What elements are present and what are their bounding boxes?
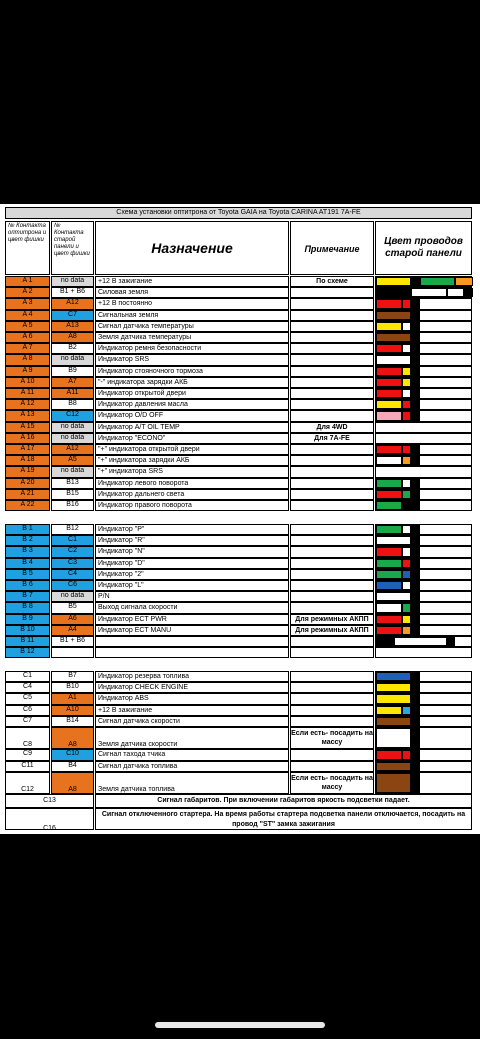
purpose-cell: Индикатор CHECK ENGINE (95, 682, 289, 693)
contact-old-cell: B1 + B6 (51, 287, 94, 298)
header-wire-colors: Цвет проводов старой панели (375, 221, 472, 275)
row-wire-swatch (411, 525, 420, 534)
row-wire-swatch (402, 322, 411, 331)
row-wire-swatch (376, 603, 402, 612)
note-cell (290, 647, 374, 658)
contact-old-cell: A8 (51, 772, 94, 794)
row-wire-swatch (411, 750, 420, 759)
note-cell (290, 749, 374, 760)
note-cell: По схеме (290, 276, 374, 287)
header-note: Примечание (290, 221, 374, 275)
note-cell (290, 682, 374, 693)
purpose-cell (95, 636, 289, 647)
contact-old-cell: B14 (51, 716, 94, 727)
contact-old-cell: A10 (51, 705, 94, 716)
purpose-cell: Индикатор "L" (95, 580, 289, 591)
contact-old-cell: B1 + B6 (51, 636, 94, 647)
row-wire-swatch (376, 344, 402, 353)
note-cell (290, 298, 374, 309)
row-wire-swatch (402, 603, 411, 612)
note-cell (290, 388, 374, 399)
note-cell: Для 7A-FE (290, 433, 374, 444)
row-wire-swatch (447, 637, 456, 646)
note-cell (290, 332, 374, 343)
note-cell (290, 580, 374, 591)
purpose-cell: Силовая земля (95, 287, 289, 298)
row-wire-swatch (394, 637, 447, 646)
contact-old-cell: A5 (51, 455, 94, 466)
contact-new-cell: A 13 (5, 410, 50, 421)
note-cell (290, 455, 374, 466)
note-cell (290, 343, 374, 354)
row-wire-swatch (376, 750, 402, 759)
row-wire-swatch (411, 355, 420, 364)
row-wire-swatch (376, 728, 411, 748)
row-wire-swatch (402, 706, 411, 715)
purpose-cell: Индикатор правого поворота (95, 500, 289, 511)
row-wire-swatch (402, 581, 411, 590)
row-wire-swatch (376, 322, 402, 331)
row-wire-swatch (376, 277, 411, 286)
purpose-cell: Земля датчика скорости (95, 727, 289, 749)
row-wire-swatch (402, 456, 411, 465)
row-wire-swatch (376, 479, 402, 488)
note-cell (290, 444, 374, 455)
purpose-cell: +12 В зажигание (95, 276, 289, 287)
row-wire-swatch (411, 672, 420, 681)
row-wire-swatch (411, 694, 420, 703)
contact-old-cell: B13 (51, 478, 94, 489)
note-cell (290, 310, 374, 321)
purpose-cell (95, 647, 289, 658)
contact-old-cell: B12 (51, 524, 94, 535)
row-wire-swatch (402, 559, 411, 568)
contact-new-cell: A 4 (5, 310, 50, 321)
row-wire-swatch (376, 592, 411, 601)
contact-old-cell: A7 (51, 377, 94, 388)
note-cell (290, 671, 374, 682)
purpose-cell: Индикатор SRS (95, 354, 289, 365)
row-wire-swatch (411, 299, 420, 308)
row-wire-swatch (402, 750, 411, 759)
contact-old-cell: C1 (51, 535, 94, 546)
row-wire-swatch (411, 536, 420, 545)
purpose-cell: Индикатор "P" (95, 524, 289, 535)
contact-new-cell: A 17 (5, 444, 50, 455)
contact-new-cell: C6 (5, 705, 50, 716)
purpose-cell: Индикатор ECT MANU (95, 625, 289, 636)
contact-new-cell: A 10 (5, 377, 50, 388)
table-title: Схема установки оптитрона от Toyota GAIA на Toyota CARINA AT191 7A-FE (5, 207, 472, 219)
contact-old-cell: A4 (51, 625, 94, 636)
purpose-cell: Сигнал датчика топлива (95, 761, 289, 772)
wire-color-cell (375, 422, 472, 433)
row-wire-swatch (402, 615, 411, 624)
contact-new-cell: B 1 (5, 524, 50, 535)
row-wire-swatch (402, 411, 411, 420)
wire-color-cell (375, 433, 472, 444)
contact-old-cell: B15 (51, 489, 94, 500)
contact-old-cell: A12 (51, 444, 94, 455)
row-wire-swatch (376, 536, 411, 545)
note-cell (290, 399, 374, 410)
contact-new-cell: A 5 (5, 321, 50, 332)
contact-old-cell: C2 (51, 546, 94, 557)
row-wire-swatch (376, 706, 402, 715)
contact-old-cell: B2 (51, 343, 94, 354)
contact-new-cell: B 10 (5, 625, 50, 636)
contact-old-cell: no data (51, 276, 94, 287)
note-cell (290, 569, 374, 580)
contact-new-cell: C8 (5, 727, 50, 749)
note-cell (290, 366, 374, 377)
row-wire-swatch (402, 501, 420, 510)
contact-new-cell: C7 (5, 716, 50, 727)
row-wire-swatch (411, 277, 420, 286)
purpose-cell: Индикатор резерва топлива (95, 671, 289, 682)
note-cell (290, 466, 374, 477)
row-wire-swatch (376, 570, 402, 579)
row-wire-swatch (411, 411, 420, 420)
contact-old-cell: C12 (51, 410, 94, 421)
row-wire-swatch (376, 615, 402, 624)
row-wire-swatch (376, 288, 411, 297)
row-wire-swatch (376, 717, 411, 726)
row-wire-swatch (402, 445, 411, 454)
row-wire-swatch (376, 355, 411, 364)
row-wire-swatch (376, 400, 402, 409)
row-wire-swatch (376, 367, 402, 376)
row-wire-swatch (376, 411, 402, 420)
contact-new-cell: B 8 (5, 602, 50, 613)
contact-old-cell: B16 (51, 500, 94, 511)
wire-color-cell (375, 466, 472, 477)
contact-old-cell: A1 (51, 693, 94, 704)
contact-old-cell: A8 (51, 332, 94, 343)
note-cell: Если есть- посадить на массу (290, 772, 374, 794)
row-wire-swatch (402, 378, 411, 387)
contact-old-cell: C4 (51, 569, 94, 580)
purpose-cell: Земля датчика топлива (95, 772, 289, 794)
row-wire-swatch (411, 322, 420, 331)
note-cell (290, 705, 374, 716)
purpose-cell: Сигнал тахода тчика (95, 749, 289, 760)
contact-new-cell: A 20 (5, 478, 50, 489)
contact-new-cell: A 21 (5, 489, 50, 500)
contact-new-cell: A 18 (5, 455, 50, 466)
wiring-table-sheet (0, 204, 480, 834)
purpose-cell: "+" индикатора открытой двери (95, 444, 289, 455)
note-cell: Для режимных АКПП (290, 625, 374, 636)
contact-old-cell: A13 (51, 321, 94, 332)
contact-old-cell: no data (51, 466, 94, 477)
purpose-cell: P/N (95, 591, 289, 602)
contact-old-cell: B5 (51, 602, 94, 613)
row-wire-swatch (411, 333, 420, 342)
contact-new-cell: B 6 (5, 580, 50, 591)
row-wire-swatch (376, 501, 402, 510)
contact-new-cell: A 11 (5, 388, 50, 399)
row-wire-swatch (376, 773, 411, 793)
contact-old-cell: B10 (51, 682, 94, 693)
wire-color-cell (375, 647, 472, 658)
row-wire-swatch (402, 626, 411, 635)
contact-new-cell: A 12 (5, 399, 50, 410)
note-cell (290, 535, 374, 546)
row-wire-swatch (376, 637, 394, 646)
row-wire-swatch (411, 389, 420, 398)
row-wire-swatch (464, 288, 473, 297)
note-cell (290, 377, 374, 388)
contact-new-cell: A 8 (5, 354, 50, 365)
contact-new-cell: A 3 (5, 298, 50, 309)
note-cell: Если есть- посадить на массу (290, 727, 374, 749)
row-wire-swatch (376, 525, 402, 534)
note-cell (290, 287, 374, 298)
row-wire-swatch (376, 389, 402, 398)
row-wire-swatch (402, 344, 411, 353)
row-wire-swatch (411, 762, 420, 771)
row-wire-swatch (376, 694, 411, 703)
note-cell (290, 636, 374, 647)
row-wire-swatch (411, 706, 420, 715)
c16-description: Сигнал отключенного стартера. На время работы стартера подсветка панели отключается, посадить на провод "ST" замка зажигания (95, 808, 472, 830)
row-wire-swatch (376, 333, 411, 342)
contact-c13-cell: C13 (5, 794, 94, 808)
contact-old-cell: no data (51, 422, 94, 433)
row-wire-swatch (376, 762, 411, 771)
row-wire-swatch (402, 299, 411, 308)
row-wire-swatch (402, 479, 411, 488)
purpose-cell: Индикатор O/D OFF (95, 410, 289, 421)
contact-new-cell: C4 (5, 682, 50, 693)
row-wire-swatch (411, 479, 420, 488)
purpose-cell: Индикатор "2" (95, 569, 289, 580)
note-cell (290, 558, 374, 569)
contact-old-cell: B4 (51, 761, 94, 772)
row-wire-swatch (376, 683, 411, 692)
contact-old-cell: no data (51, 433, 94, 444)
row-wire-swatch (411, 367, 420, 376)
row-wire-swatch (411, 490, 420, 499)
row-wire-swatch (411, 626, 420, 635)
row-wire-swatch (411, 581, 420, 590)
contact-c16-cell: C16 (5, 808, 94, 830)
row-wire-swatch (376, 626, 402, 635)
purpose-cell: Индикатор ремня безопасности (95, 343, 289, 354)
purpose-cell: Индикатор A/T OIL TEMP (95, 422, 289, 433)
note-cell (290, 354, 374, 365)
contact-new-cell: B 12 (5, 647, 50, 658)
note-cell (290, 716, 374, 727)
row-wire-swatch (402, 570, 411, 579)
contact-old-cell: A12 (51, 298, 94, 309)
row-wire-swatch (402, 547, 411, 556)
row-wire-swatch (411, 400, 420, 409)
row-wire-swatch (376, 456, 402, 465)
row-wire-swatch (411, 378, 420, 387)
contact-new-cell: B 3 (5, 546, 50, 557)
purpose-cell: Выход сигнала скорости (95, 602, 289, 613)
contact-new-cell: B 11 (5, 636, 50, 647)
c13-description: Сигнал габаритов. При включении габаритов яркость подсветки падает. (95, 794, 472, 808)
row-wire-swatch (402, 490, 411, 499)
note-cell (290, 500, 374, 511)
contact-old-cell: C3 (51, 558, 94, 569)
row-wire-swatch (411, 717, 420, 726)
note-cell (290, 410, 374, 421)
row-wire-swatch (376, 378, 402, 387)
contact-new-cell: A 16 (5, 433, 50, 444)
contact-old-cell: B8 (51, 399, 94, 410)
contact-old-cell: C6 (51, 580, 94, 591)
purpose-cell: Индикатор давления масла (95, 399, 289, 410)
note-cell (290, 546, 374, 557)
contact-old-cell: no data (51, 354, 94, 365)
contact-new-cell: A 6 (5, 332, 50, 343)
row-wire-swatch (411, 683, 420, 692)
contact-new-cell: A 7 (5, 343, 50, 354)
row-wire-swatch (411, 603, 420, 612)
purpose-cell: Индикатор левого поворота (95, 478, 289, 489)
row-wire-swatch (376, 490, 402, 499)
purpose-cell: Индикатор стояночного тормоза (95, 366, 289, 377)
purpose-cell: Индикатор "N" (95, 546, 289, 557)
purpose-cell: "-" индикатора зарядки АКБ (95, 377, 289, 388)
row-wire-swatch (402, 400, 411, 409)
contact-new-cell: C1 (5, 671, 50, 682)
purpose-cell: Индикатор "D" (95, 558, 289, 569)
contact-new-cell: C5 (5, 693, 50, 704)
row-wire-swatch (411, 456, 420, 465)
contact-new-cell: B 5 (5, 569, 50, 580)
contact-old-cell: C10 (51, 749, 94, 760)
contact-new-cell: A 19 (5, 466, 50, 477)
note-cell (290, 478, 374, 489)
contact-old-cell: A8 (51, 727, 94, 749)
contact-new-cell: A 9 (5, 366, 50, 377)
contact-old-cell: C7 (51, 310, 94, 321)
contact-new-cell: C12 (5, 772, 50, 794)
purpose-cell: Сигнал датчика температуры (95, 321, 289, 332)
row-wire-swatch (411, 311, 420, 320)
purpose-cell: Индикатор ECT PWR (95, 614, 289, 625)
purpose-cell: Земля датчика температуры (95, 332, 289, 343)
contact-new-cell: C9 (5, 749, 50, 760)
row-wire-swatch (411, 288, 446, 297)
purpose-cell: +12 В зажигание (95, 705, 289, 716)
purpose-cell: Сигнал датчика скорости (95, 716, 289, 727)
purpose-cell: Индикатор открытой двери (95, 388, 289, 399)
purpose-cell: Индикатор дальнего света (95, 489, 289, 500)
note-cell (290, 591, 374, 602)
header-old-contact: № Контакта старой панели и цвет фишки (51, 221, 94, 275)
row-wire-swatch (402, 367, 411, 376)
row-wire-swatch (447, 288, 465, 297)
note-cell (290, 693, 374, 704)
row-wire-swatch (376, 672, 411, 681)
contact-old-cell: B9 (51, 366, 94, 377)
contact-new-cell: A 22 (5, 500, 50, 511)
row-wire-swatch (376, 581, 402, 590)
row-wire-swatch (411, 728, 420, 748)
note-cell (290, 321, 374, 332)
note-cell (290, 489, 374, 500)
note-cell: Для 4WD (290, 422, 374, 433)
contact-old-cell: A6 (51, 614, 94, 625)
purpose-cell: "+" индикатора зарядки АКБ (95, 455, 289, 466)
row-wire-swatch (455, 277, 473, 286)
purpose-cell: Сигнальная земля (95, 310, 289, 321)
row-wire-swatch (411, 773, 420, 793)
row-wire-swatch (411, 592, 420, 601)
note-cell: Для режимных АКПП (290, 614, 374, 625)
purpose-cell: "+" индикатора SRS (95, 466, 289, 477)
row-wire-swatch (376, 547, 402, 556)
contact-new-cell: B 9 (5, 614, 50, 625)
row-wire-swatch (402, 389, 411, 398)
contact-old-cell (51, 647, 94, 658)
row-wire-swatch (376, 559, 402, 568)
purpose-cell: Индикатор "R" (95, 535, 289, 546)
row-wire-swatch (376, 445, 402, 454)
row-wire-swatch (376, 299, 402, 308)
row-wire-swatch (402, 525, 411, 534)
header-purpose: Назначение (95, 221, 289, 275)
contact-new-cell: A 15 (5, 422, 50, 433)
row-wire-swatch (411, 570, 420, 579)
contact-new-cell: B 7 (5, 591, 50, 602)
contact-new-cell: B 4 (5, 558, 50, 569)
contact-old-cell: no data (51, 591, 94, 602)
contact-new-cell: B 2 (5, 535, 50, 546)
home-indicator[interactable] (155, 1022, 325, 1028)
contact-old-cell: B7 (51, 671, 94, 682)
note-cell (290, 524, 374, 535)
row-wire-swatch (411, 344, 420, 353)
row-wire-swatch (411, 559, 420, 568)
purpose-cell: +12 В постоянно (95, 298, 289, 309)
row-wire-swatch (411, 445, 420, 454)
row-wire-swatch (376, 311, 411, 320)
note-cell (290, 761, 374, 772)
note-cell (290, 602, 374, 613)
contact-new-cell: A 2 (5, 287, 50, 298)
contact-new-cell: C11 (5, 761, 50, 772)
purpose-cell: Индикатор ABS (95, 693, 289, 704)
purpose-cell: Индикатор "ECONO" (95, 433, 289, 444)
row-wire-swatch (420, 277, 455, 286)
row-wire-swatch (411, 615, 420, 624)
contact-old-cell: A11 (51, 388, 94, 399)
contact-new-cell: A 1 (5, 276, 50, 287)
row-wire-swatch (411, 547, 420, 556)
header-new-contact: № Контакта оптитрона и цвет фишки (5, 221, 50, 275)
